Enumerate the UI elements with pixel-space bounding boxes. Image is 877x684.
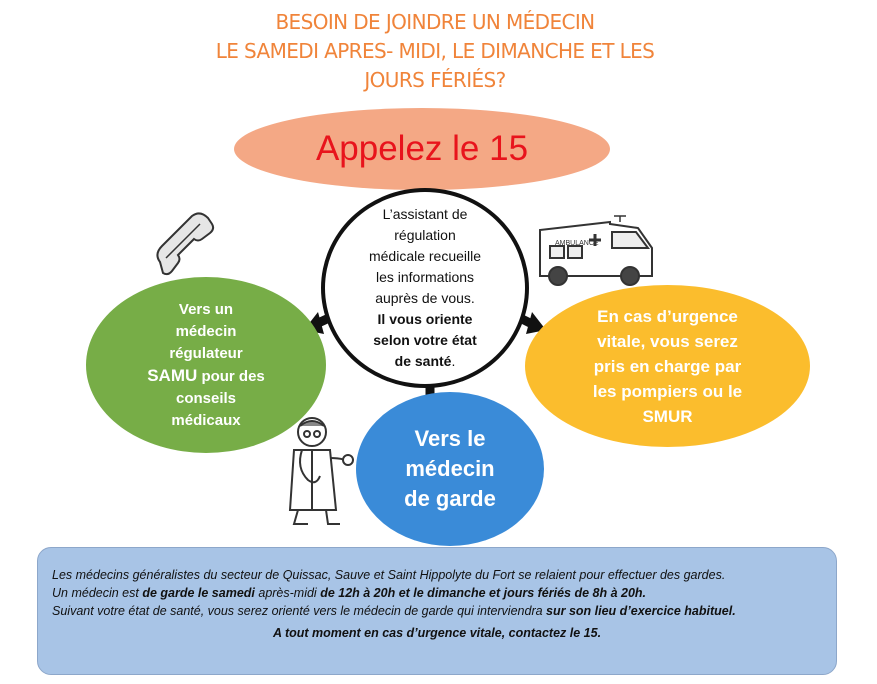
- doctor-icon: [290, 418, 353, 524]
- info-p3-b: sur son lieu d’exercice habituel.: [546, 604, 736, 618]
- regulator-circle: [86, 277, 326, 453]
- regulation-bold-1: Il vous oriente: [377, 311, 473, 327]
- emergency-circle: [525, 285, 810, 447]
- regulator-line-1: Vers un: [178, 300, 234, 318]
- regulator-line-4: pour des: [201, 367, 265, 385]
- regulation-bold-2: selon votre état: [373, 332, 477, 348]
- regulator-line-6: médicaux: [171, 411, 241, 429]
- info-box: [37, 547, 837, 675]
- on-call-line-2: médecin: [405, 456, 495, 481]
- regulation-line-1: L’assistant de: [382, 206, 468, 222]
- regulator-samu: SAMU: [147, 365, 198, 385]
- info-p4: A tout moment en cas d’urgence vitale, contactez le 15.: [272, 626, 602, 640]
- info-p2-d: de 12h à 20h et le dimanche et jours fériés de 8h à 20h.: [320, 586, 647, 600]
- info-paragraph-1: Les médecins généralistes du secteur de Quissac, Sauve et Saint Hippolyte du Fort se relaient pour effectuer des gardes.: [52, 568, 726, 582]
- regulation-bold-3-row: [395, 351, 456, 372]
- ambulance-label: AMBULANCE: [555, 240, 599, 247]
- regulator-line-5: conseils: [175, 389, 237, 407]
- regulation-dot: .: [451, 353, 456, 369]
- on-call-line-3: de garde: [404, 486, 496, 511]
- ambulance-icon: [540, 216, 652, 285]
- regulator-line-3: régulateur: [169, 344, 243, 362]
- title-line-3: JOURS FÉRIÉS?: [364, 68, 506, 92]
- regulation-line-4: les informations: [375, 269, 475, 285]
- regulation-line-2: régulation: [394, 227, 456, 243]
- phone-icon: [157, 213, 213, 274]
- info-paragraph-2: [52, 584, 822, 602]
- info-paragraph-4: [52, 624, 822, 642]
- emergency-line-4: les pompiers ou le: [592, 381, 743, 401]
- on-call-doctor-circle: [356, 392, 544, 546]
- on-call-line-1: Vers le: [414, 426, 486, 451]
- info-p2-a: Un médecin est: [52, 586, 143, 600]
- regulation-line-5: auprès de vous.: [375, 290, 475, 306]
- info-p2-c: après-midi: [254, 586, 321, 600]
- emergency-line-1: En cas d’urgence: [597, 306, 738, 326]
- call-15-label: Appelez le 15: [315, 129, 529, 168]
- title-line-2: LE SAMEDI APRES- MIDI, LE DIMANCHE ET LES: [215, 39, 655, 63]
- emergency-line-5: SMUR: [642, 406, 693, 426]
- title-line-1: BESOIN DE JOINDRE UN MÉDECIN: [275, 10, 595, 34]
- regulator-samu-row: [147, 365, 265, 388]
- emergency-line-2: vitale, vous serez: [597, 331, 738, 351]
- emergency-line-3: pris en charge par: [593, 356, 742, 376]
- regulator-line-2: médecin: [175, 322, 237, 340]
- info-p3-a: Suivant votre état de santé, vous serez orienté vers le médecin de garde qui interviendra: [52, 604, 547, 618]
- regulation-circle: [321, 188, 529, 388]
- regulation-bold-3: de santé: [394, 353, 452, 369]
- regulation-line-3: médicale recueille: [368, 248, 482, 264]
- info-paragraph-3: [52, 602, 822, 620]
- info-p2-b: de garde le samedi: [142, 586, 255, 600]
